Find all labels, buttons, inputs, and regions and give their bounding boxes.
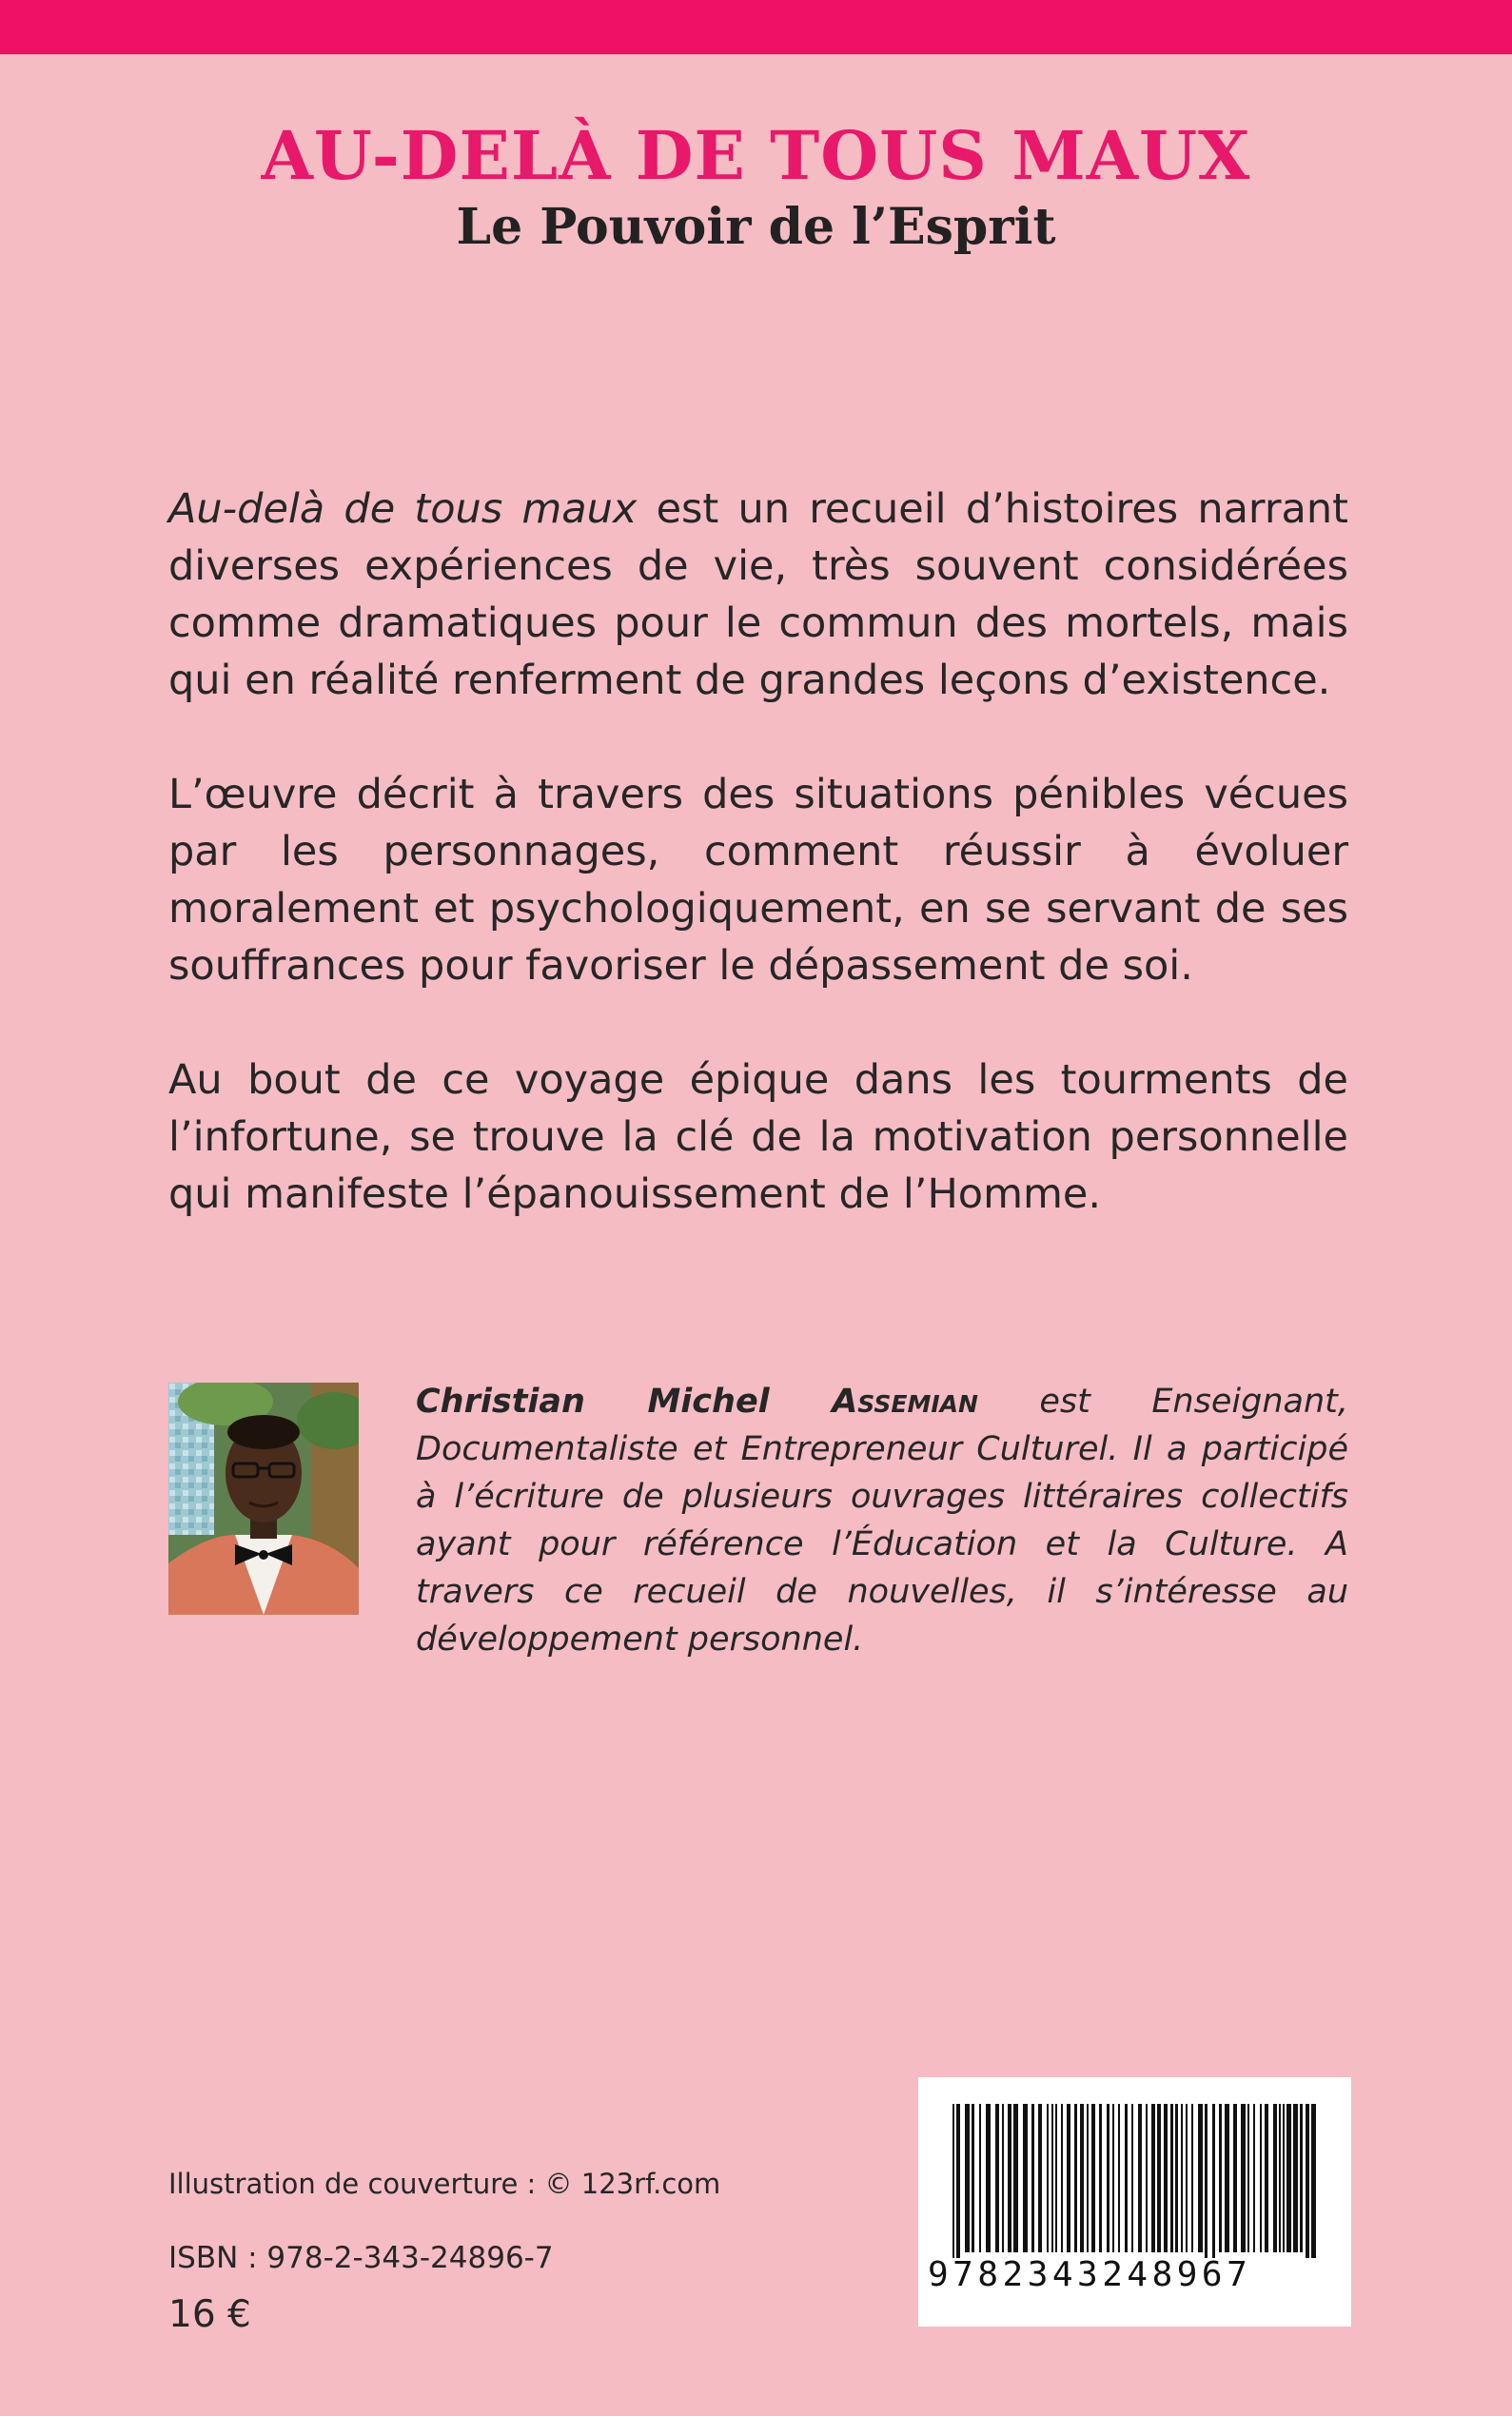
barcode-bar: [1293, 2104, 1298, 2252]
barcode-bar: [1125, 2104, 1128, 2252]
barcode-bar: [1283, 2104, 1285, 2252]
blurb-book-title: Au-delà de tous maux: [168, 485, 638, 533]
barcode-bar: [1181, 2104, 1183, 2252]
barcode-bar: [979, 2104, 981, 2252]
book-subtitle: Le Pouvoir de l’Esprit: [456, 198, 1056, 256]
barcode-bar: [1265, 2104, 1268, 2252]
barcode-bar: [1157, 2104, 1161, 2252]
barcode-bar: [1013, 2104, 1018, 2252]
barcode-bar: [1067, 2104, 1070, 2252]
barcode-bar: [1170, 2104, 1173, 2252]
barcode-bar: [1241, 2104, 1246, 2252]
barcode-bar: [1091, 2104, 1095, 2252]
barcode-bar: [1031, 2104, 1034, 2252]
barcode: [918, 2077, 1351, 2327]
barcode-bar: [1198, 2104, 1203, 2252]
barcode-bar: [1008, 2104, 1011, 2252]
top-accent-bar: [0, 0, 1512, 54]
barcode-bar: [1225, 2104, 1229, 2252]
barcode-bar: [1212, 2104, 1215, 2258]
barcode-bar: [1118, 2104, 1120, 2252]
author-photo: [168, 1383, 359, 1615]
barcode-bar: [1205, 2104, 1208, 2258]
barcode-bar: [1253, 2104, 1255, 2252]
blurb-paragraph-1: [168, 481, 1348, 709]
barcode-bar: [1146, 2104, 1148, 2252]
barcode-digits: 9782343248967: [928, 2255, 1252, 2294]
barcode-bar: [952, 2104, 954, 2258]
author-portrait-illustration: [168, 1383, 359, 1615]
barcode-bar: [1038, 2104, 1042, 2252]
blurb-paragraph-2: L’œuvre décrit à travers des situations pénibles vécues par les personnages, comment réussir à évoluer moralement et psychologiquement, en se servant de ses souffrances pour favoriser le dépassement de soi.: [168, 771, 1348, 990]
isbn: ISBN : 978-2-343-24896-7: [168, 2241, 554, 2275]
book-title: AU-DELÀ DE TOUS MAUX: [261, 116, 1251, 195]
barcode-bar: [1107, 2104, 1109, 2252]
barcode-bar: [1279, 2104, 1281, 2252]
barcode-bar: [1247, 2104, 1249, 2252]
barcode-bar: [1002, 2104, 1004, 2252]
barcode-bar: [1306, 2104, 1309, 2258]
barcode-bar: [1087, 2104, 1089, 2252]
barcode-bar: [1099, 2104, 1102, 2252]
barcode-bar: [1061, 2104, 1063, 2252]
barcode-bar: [1051, 2104, 1053, 2252]
author-first-names: Christian Michel: [416, 1383, 833, 1421]
illustration-credit: Illustration de couverture : © 123rf.com: [168, 2168, 721, 2200]
barcode-bar: [956, 2104, 960, 2258]
barcode-bar: [972, 2104, 974, 2252]
barcode-bar: [1175, 2104, 1178, 2252]
barcode-bars: [918, 2077, 1351, 2258]
author-surname: Assemian: [832, 1383, 978, 1421]
barcode-bar: [1191, 2104, 1193, 2252]
barcode-bar: [1300, 2104, 1303, 2252]
barcode-bar: [1138, 2104, 1142, 2252]
barcode-bar: [1151, 2104, 1155, 2252]
barcode-bar: [1311, 2104, 1316, 2258]
barcode-bar: [995, 2104, 999, 2252]
barcode-bar: [1112, 2104, 1114, 2252]
barcode-bar: [965, 2104, 970, 2252]
barcode-bar: [1219, 2104, 1222, 2252]
barcode-bar: [986, 2104, 991, 2252]
barcode-bar: [1074, 2104, 1077, 2252]
barcode-bar: [1273, 2104, 1277, 2252]
barcode-bar: [1131, 2104, 1133, 2252]
barcode-bar: [1233, 2104, 1237, 2252]
barcode-bar: [1055, 2104, 1057, 2252]
barcode-bar: [1260, 2104, 1262, 2252]
barcode-bar: [1286, 2104, 1291, 2252]
barcode-bar: [1164, 2104, 1168, 2252]
barcode-bar: [1047, 2104, 1049, 2252]
barcode-bar: [1186, 2104, 1188, 2252]
back-cover-blurb: [168, 481, 1348, 1280]
barcode-bar: [1080, 2104, 1084, 2252]
author-bio-text: est Enseignant, Documentaliste et Entrepreneur Culturel. Il a participé à l’écriture de plusieurs ouvrages littéraires collectifs ayant pour référence l’Éducation et la Culture. A travers ce recueil de nouvelles, il s’intéresse au développement personnel.: [416, 1383, 1348, 1659]
blurb-paragraph-1-text: est un recueil d’histoires narrant diverses expériences de vie, très souvent considérées comme dramatiques pour le commun des mortels, mais qui en réalité renferment de grandes leçons d’existence.: [168, 485, 1348, 704]
blurb-paragraph-3: Au bout de ce voyage épique dans les tourments de l’infortune, se trouve la clé de la motivation personnelle qui manifeste l’épanouissement de l’Homme.: [168, 1056, 1348, 1218]
price: 16 €: [168, 2293, 251, 2336]
barcode-bar: [1023, 2104, 1028, 2252]
author-bio: [416, 1378, 1348, 1663]
